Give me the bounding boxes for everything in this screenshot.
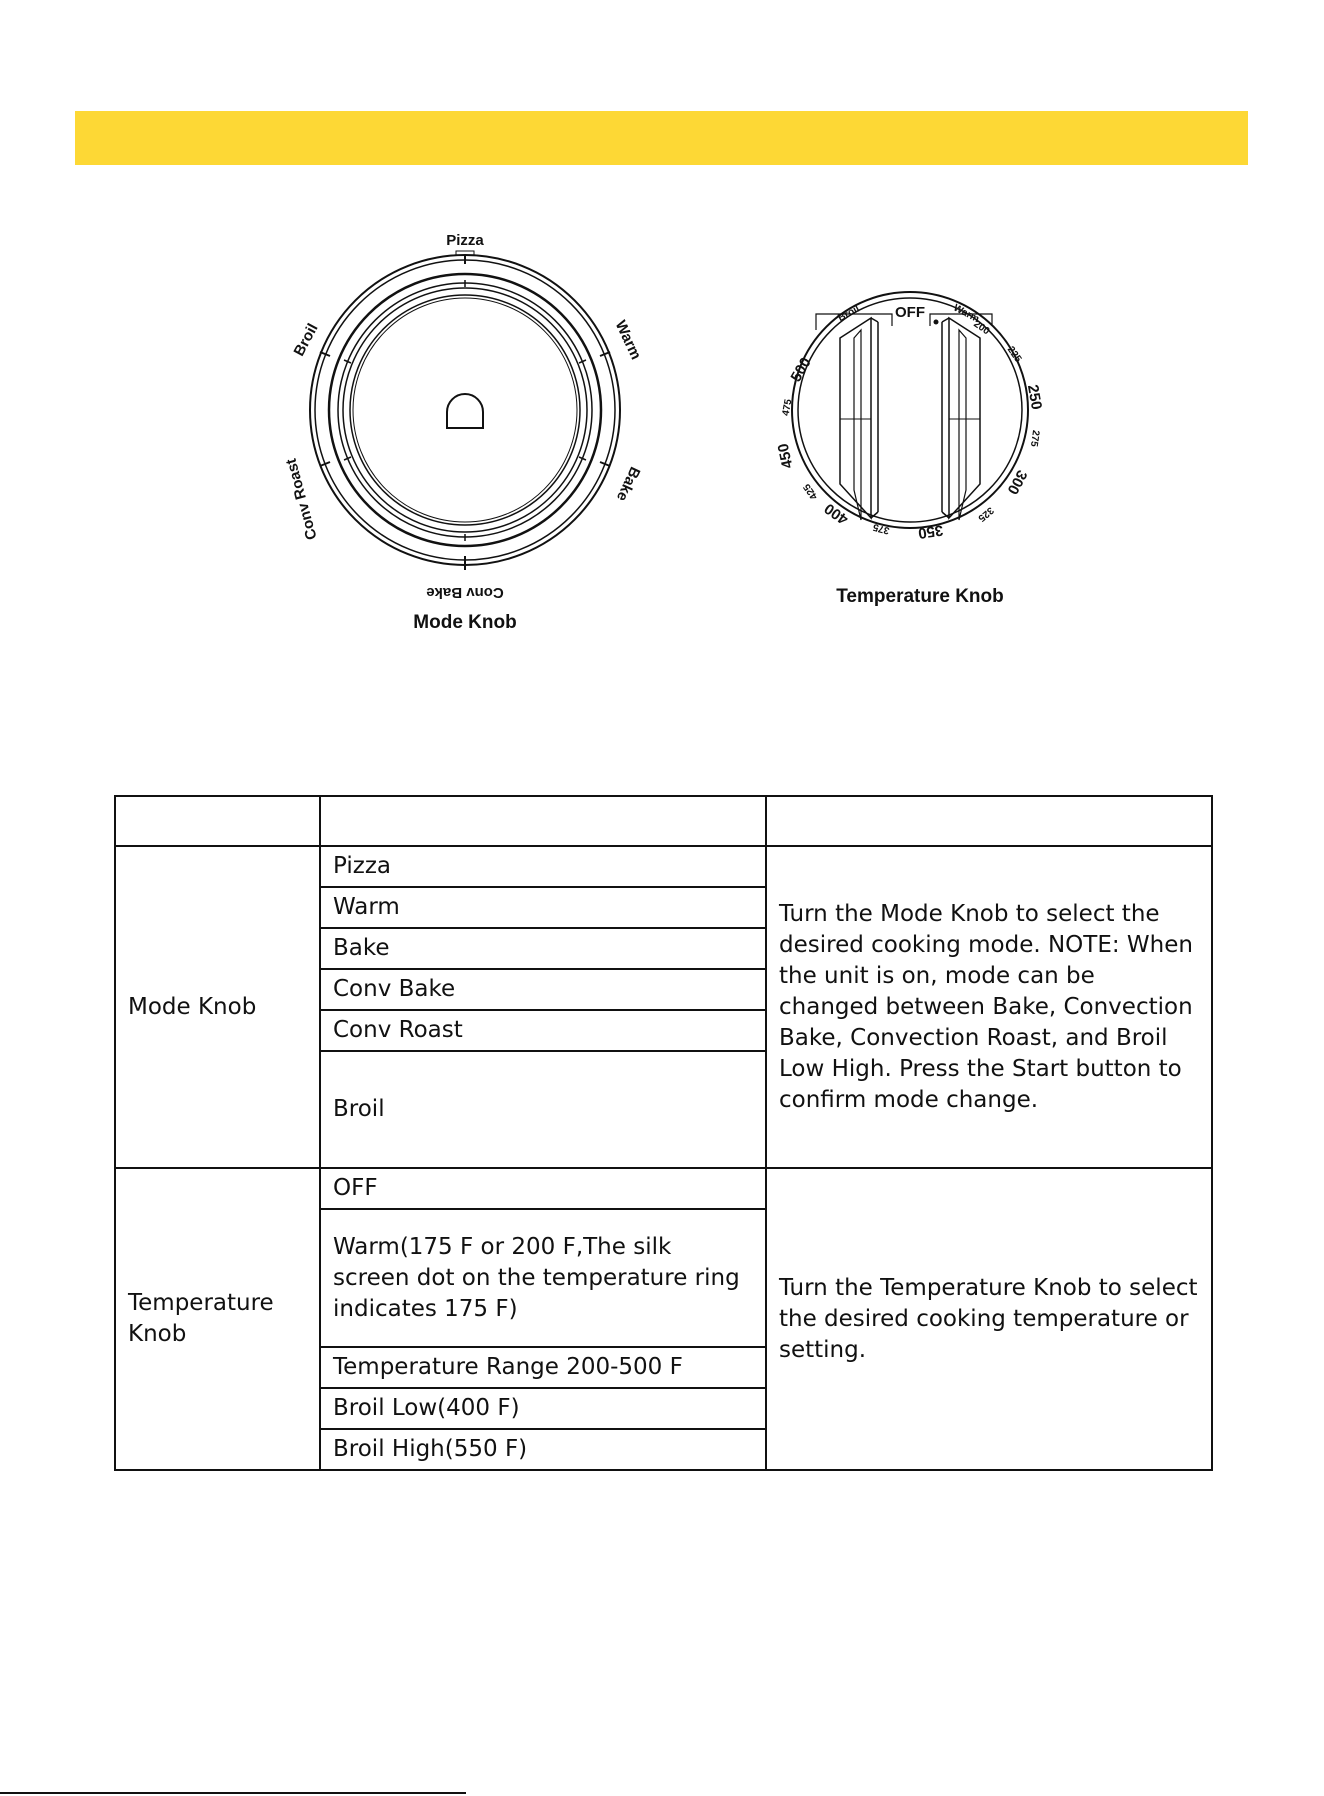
table-header-cell — [766, 796, 1212, 846]
mode-label-bake: Bake — [612, 464, 644, 504]
table-header-row — [115, 796, 1212, 846]
temperature-knob-name-cell: Temperature Knob — [115, 1168, 320, 1470]
temp-label-off: OFF — [895, 304, 925, 321]
temp-label-325: 325 — [975, 504, 996, 524]
temp-label-broil: Broil — [836, 303, 862, 324]
mode-knob-name-cell: Mode Knob — [115, 846, 320, 1168]
temp-label-250: 250 — [1023, 383, 1045, 412]
temperature-option-cell: Broil Low(400 F) — [320, 1388, 766, 1429]
temp-label-400: 400 — [821, 499, 852, 528]
temperature-option-cell: Temperature Range 200-500 F — [320, 1347, 766, 1388]
table-header-cell — [115, 796, 320, 846]
table-header-cell — [320, 796, 766, 846]
mode-label-conv-roast: Conv Roast — [282, 456, 321, 542]
temp-label-500: 500 — [787, 354, 815, 385]
footnote-rule — [0, 1792, 466, 1794]
temp-label-warm: Warm — [951, 302, 981, 326]
temp-label-200: 200 — [971, 318, 992, 338]
table-row — [115, 846, 1212, 887]
mode-label-warm: Warm — [611, 317, 645, 363]
mode-option-cell: Conv Roast — [320, 1010, 766, 1051]
knob-diagram — [260, 230, 1060, 650]
temperature-option-cell: Broil High(550 F) — [320, 1429, 766, 1470]
knob-illustration — [260, 230, 1060, 650]
temp-label-450: 450 — [774, 441, 797, 470]
mode-option-cell: Broil — [320, 1051, 766, 1168]
mode-option-cell: Bake — [320, 928, 766, 969]
temp-label-375: 375 — [871, 520, 891, 536]
temp-label-475: 475 — [780, 398, 795, 417]
temp-label-350: 350 — [917, 521, 945, 542]
mode-knob-description-cell: Turn the Mode Knob to select the desired cooking mode. NOTE: When the unit is on, mode can be changed between Bake, Convection Bake, Convection Roast, and Broil Low High. Press the Start button to confirm mode change. — [766, 846, 1212, 1168]
mode-label-pizza: Pizza — [446, 232, 484, 249]
mode-option-cell: Conv Bake — [320, 969, 766, 1010]
mode-label-broil: Broil — [290, 320, 322, 359]
temp-label-275: 275 — [1027, 429, 1042, 448]
temperature-option-cell: OFF — [320, 1168, 766, 1209]
temperature-knob-description-cell: Turn the Temperature Knob to select the desired cooking temperature or setting. — [766, 1168, 1212, 1470]
mode-knob-caption: Mode Knob — [413, 612, 517, 633]
temperature-knob-dial — [792, 292, 1028, 528]
temp-label-225: 225 — [1004, 344, 1024, 365]
section-header-banner — [75, 111, 1248, 165]
temperature-option-cell: Warm(175 F or 200 F,The silk screen dot on the temperature ring indicates 175 F) — [320, 1209, 766, 1347]
table-row — [115, 1168, 1212, 1209]
mode-label-conv-bake: Conv Bake — [426, 584, 504, 601]
knob-settings-table — [114, 795, 1213, 1471]
mode-option-cell: Warm — [320, 887, 766, 928]
temp-label-425: 425 — [801, 481, 821, 502]
mode-option-cell: Pizza — [320, 846, 766, 887]
mode-knob-dial — [310, 251, 620, 570]
temp-label-300: 300 — [1003, 467, 1031, 498]
temperature-knob-caption: Temperature Knob — [836, 586, 1004, 607]
